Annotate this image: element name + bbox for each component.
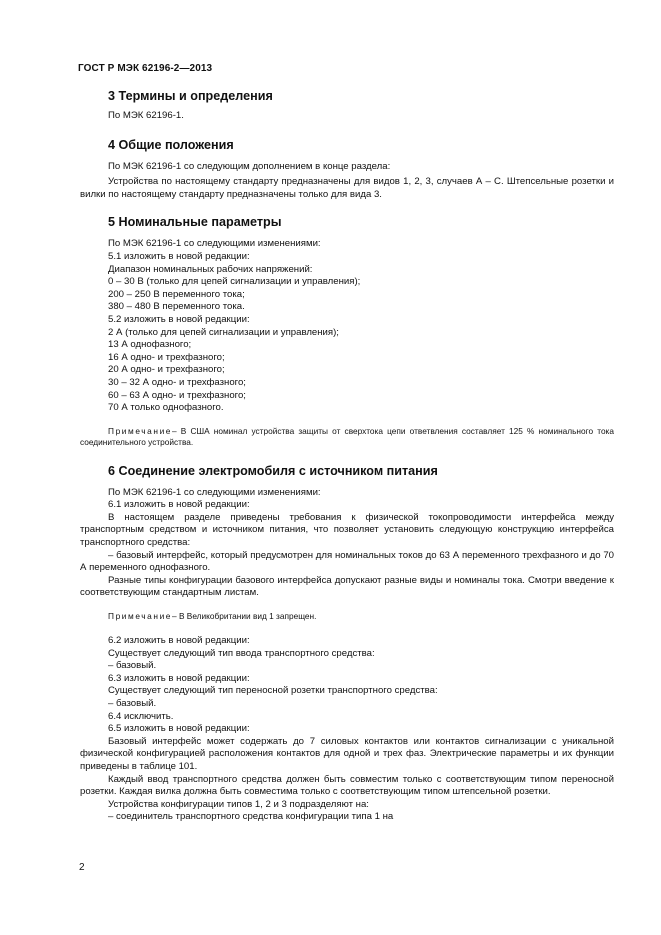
- section-6-line: 6.1 изложить в новой редакции:: [108, 499, 250, 511]
- section-5-note: [80, 426, 614, 448]
- note-text: – В США номинал устройства защиты от сверхтока цепи ответвления составляет 125 % номинального тока соединительного устройства.: [80, 425, 614, 447]
- section-5-line: 13 А однофазного;: [108, 339, 192, 351]
- section-6-paragraph: Разные типы конфигурации базового интерфейса допускают разные виды и номиналы тока. Смотри введение к соответствующим стандартным листам.: [80, 574, 614, 599]
- section-5-line: 16 А одно- и трехфазного;: [108, 351, 225, 363]
- section-5-line: 380 – 480 В переменного тока.: [108, 301, 245, 313]
- section-6-line: 6.3 изложить в новой редакции:: [108, 672, 250, 684]
- section-6-line: Существует следующий тип переносной розетки транспортного средства:: [108, 685, 438, 697]
- section-6-paragraph: Каждый ввод транспортного средства должен быть совместим только с соответствующим типом переносной розетки. Каждая вилка должна быть совместима только с соответствующим типом штепсельной розетки.: [80, 773, 614, 798]
- note-text: – В Великобритании вид 1 запрещен.: [172, 611, 317, 622]
- note-label: Примечание: [108, 611, 173, 622]
- section-5-line: 70 А только однофазного.: [108, 402, 224, 414]
- section-6-line: 6.5 изложить в новой редакции:: [108, 723, 250, 735]
- section-6-line: 6.4 исключить.: [108, 710, 174, 722]
- section-4-paragraph: Устройства по настоящему стандарту предназначены для видов 1, 2, 3, случаев А – С. Штепсельные розетки и вилки по настоящему стандарту предназначены только для вида 3.: [80, 176, 614, 200]
- section-3-text: По МЭК 62196-1.: [108, 110, 184, 121]
- section-6-line: Существует следующий тип ввода транспортного средства:: [108, 647, 375, 659]
- document-content: [80, 84, 614, 824]
- section-5-line: 5.1 изложить в новой редакции:: [108, 250, 250, 262]
- note-label: Примечание: [108, 425, 173, 436]
- section-5-line: По МЭК 62196-1 со следующими изменениями:: [108, 238, 321, 250]
- section-5-line: 20 А одно- и трехфазного;: [108, 364, 225, 376]
- section-4-intro: По МЭК 62196-1 со следующим дополнением в конце раздела:: [108, 160, 391, 172]
- section-6-line: – соединитель транспортного средства конфигурации типа 1 на: [108, 811, 394, 823]
- section-5-title: 5 Номинальные параметры: [108, 215, 282, 230]
- section-6-line: Устройства конфигурации типов 1, 2 и 3 подразделяют на:: [108, 798, 369, 810]
- section-6-line: – базовый.: [108, 698, 157, 709]
- section-6-title: 6 Соединение электромобиля с источником питания: [108, 463, 438, 478]
- section-6-paragraph: В настоящем разделе приведены требования к физической токопроводимости интерфейса между транспортным средством и источником питания, что позволяет установить следующую конструкцию интерфейса транспортного средства:: [80, 511, 614, 549]
- section-5-line: 5.2 изложить в новой редакции:: [108, 313, 250, 325]
- section-5-line: 30 – 32 А одно- и трехфазного;: [108, 376, 246, 388]
- document-header: ГОСТ Р МЭК 62196-2—2013: [78, 63, 213, 74]
- section-5-line: 200 – 250 В переменного тока;: [108, 288, 245, 300]
- section-6-line: По МЭК 62196-1 со следующими изменениями:: [108, 486, 321, 498]
- section-6-body: [80, 487, 614, 600]
- section-6-paragraph: Базовый интерфейс может содержать до 7 силовых контактов или контактов сигнализации с уникальной физической конфигурацией расположения контактов для одной и трех фаз. Электрические параметры и их функции приведены в таблице 101.: [80, 735, 614, 772]
- section-5-line: Диапазон номинальных рабочих напряжений:: [108, 263, 313, 275]
- page-number: 2: [79, 862, 85, 873]
- section-5-line: 0 – 30 В (только для цепей сигнализации и управления);: [108, 276, 361, 288]
- section-6-note: [80, 611, 614, 622]
- section-6-line: – базовый.: [108, 660, 157, 672]
- section-5-line: 60 – 63 А одно- и трехфазного;: [108, 389, 246, 401]
- section-3-title: 3 Термины и определения: [108, 89, 273, 103]
- section-6-paragraph: – базовый интерфейс, который предусмотрен для номинальных токов до 63 А переменного трехфазного и до 70 А переменного однофазного.: [80, 549, 614, 574]
- section-4-title: 4 Общие положения: [108, 137, 234, 152]
- section-5-line: 2 А (только для цепей сигнализации и управления);: [108, 326, 339, 338]
- section-6-continuation: [80, 635, 614, 824]
- section-5-body: [80, 238, 614, 414]
- section-6-line: 6.2 изложить в новой редакции:: [108, 635, 250, 647]
